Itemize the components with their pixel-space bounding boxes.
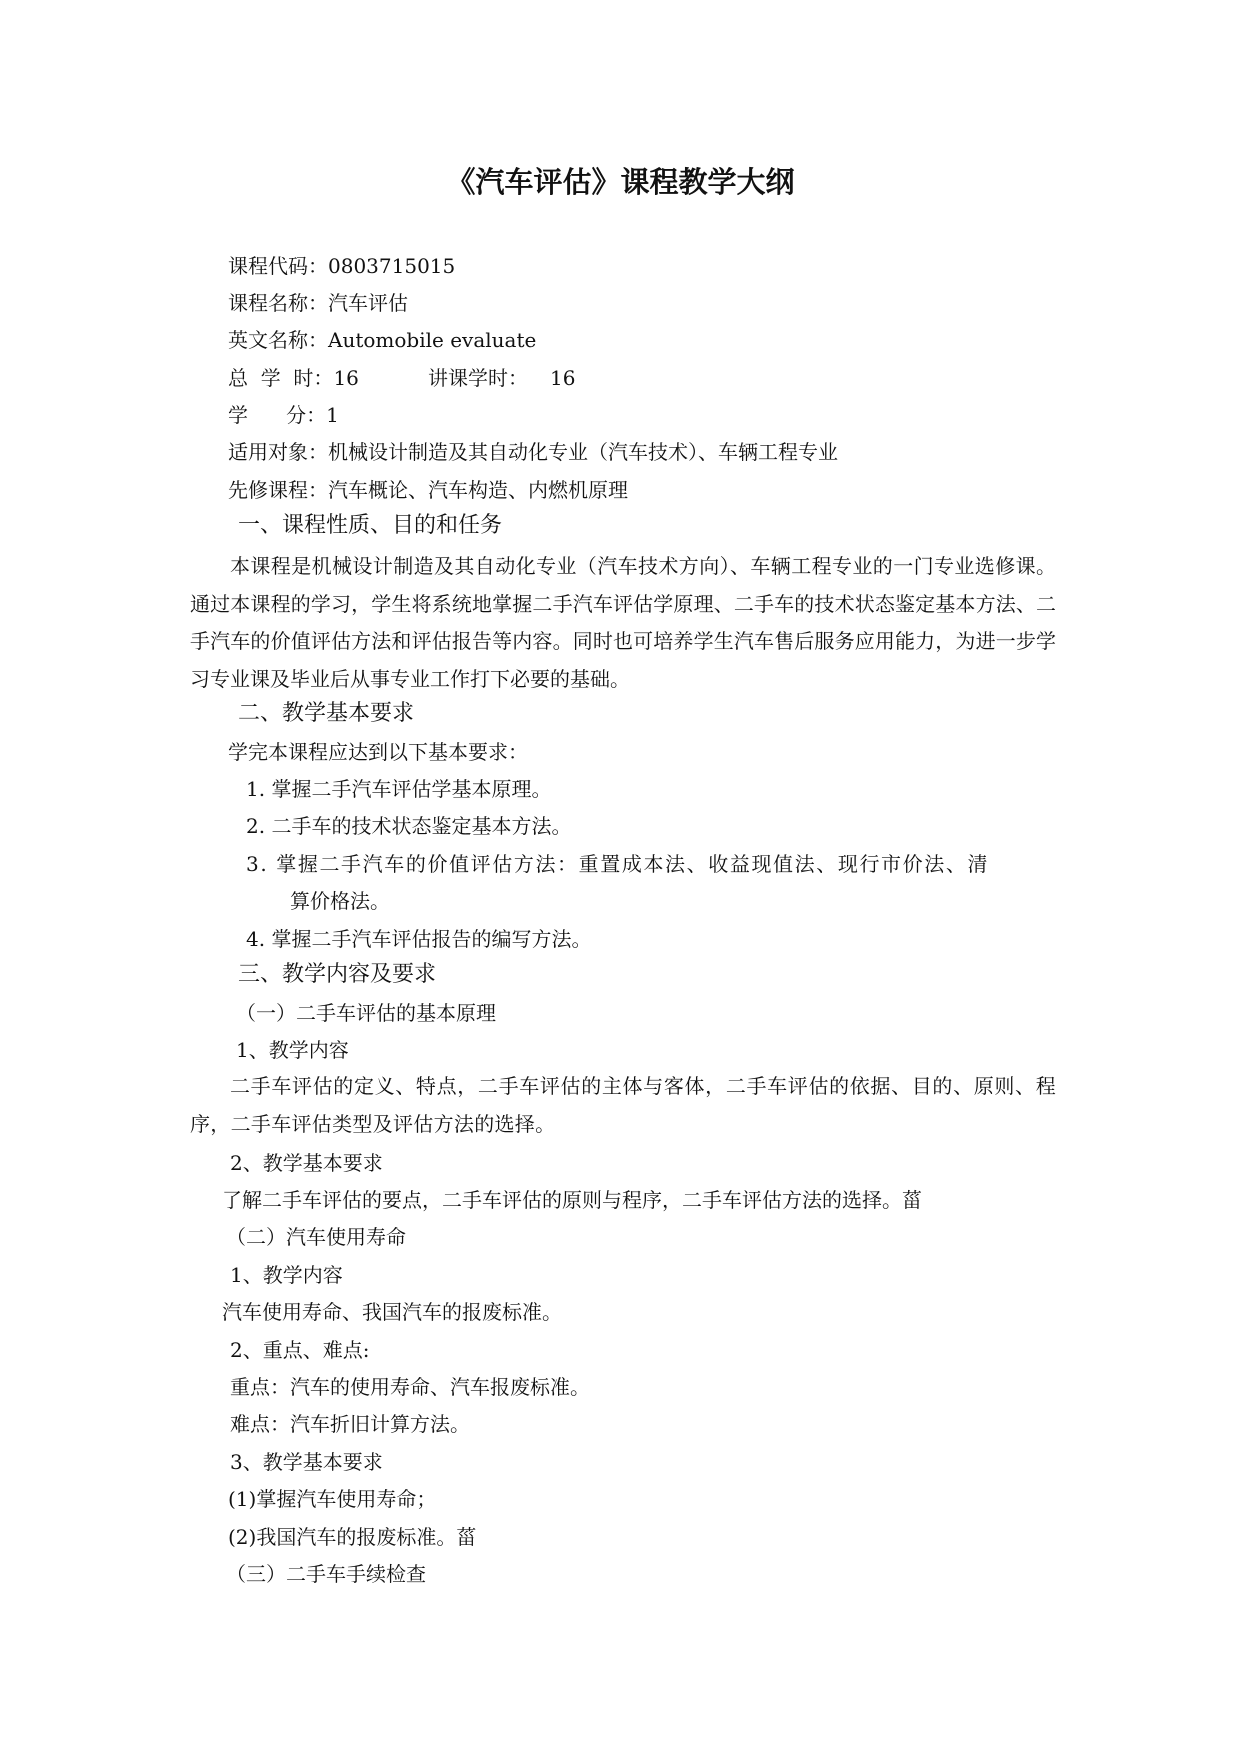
lecture-hours-value: 16 bbox=[550, 366, 576, 390]
total-hours-label: 总 学 时： bbox=[228, 366, 334, 390]
credit-line bbox=[228, 401, 339, 429]
section-1-paragraph: 本课程是机械设计制造及其自动化专业（汽车技术方向）、车辆工程专业的一门专业选修课。通过本课程的学习，学生将系统地掌握二手汽车评估学原理、二手车的技术状态鉴定基本方法、二手汽车的价值评估方法和评估报告等内容。同时也可培养学生汽车售后服务应用能力，为进一步学习专业课及毕业后从事专业工作打下必要的基础。 bbox=[190, 554, 1056, 691]
english-name-label: 英文名称： bbox=[228, 328, 328, 352]
part-2-key-label: 2、重点、难点: bbox=[230, 1338, 370, 1362]
section-2-heading: 二、教学基本要求 bbox=[238, 701, 415, 726]
requirement-item-continuation: 算价格法。 bbox=[290, 889, 390, 913]
credit-label: 学 分： bbox=[228, 403, 327, 427]
part-1-title: （一）二手车评估的基本原理 bbox=[236, 1001, 496, 1025]
course-code-value: 0803715015 bbox=[328, 254, 456, 278]
target-line bbox=[228, 438, 838, 466]
course-code-line bbox=[228, 252, 455, 280]
credit-value: 1 bbox=[326, 403, 339, 427]
course-code-label: 课程代码： bbox=[228, 254, 328, 278]
part-2-difficult-points: 难点：汽车折旧计算方法。 bbox=[230, 1412, 470, 1436]
course-name-value: 汽车评估 bbox=[328, 291, 408, 315]
lecture-hours-label: 讲课学时： bbox=[428, 366, 528, 390]
target-value: 机械设计制造及其自动化专业（汽车技术）、车辆工程专业 bbox=[328, 440, 838, 464]
prerequisite-value: 汽车概论、汽车构造、内燃机原理 bbox=[328, 478, 628, 502]
part-1-content-label: 1、教学内容 bbox=[236, 1038, 349, 1062]
course-name-label: 课程名称： bbox=[228, 291, 328, 315]
part-2-content-text: 汽车使用寿命、我国汽车的报废标准。 bbox=[222, 1300, 562, 1324]
section-3-heading: 三、教学内容及要求 bbox=[238, 962, 437, 987]
course-name-line bbox=[228, 289, 408, 317]
part-1-requirement-text: 了解二手车评估的要点，二手车评估的原则与程序，二手车评估方法的选择。菑 bbox=[222, 1188, 922, 1212]
prerequisite-label: 先修课程： bbox=[228, 478, 328, 502]
lecture-hours-line bbox=[428, 364, 575, 392]
english-name-line bbox=[228, 326, 536, 354]
part-2-content-label: 1、教学内容 bbox=[230, 1263, 343, 1287]
part-2-key-points: 重点：汽车的使用寿命、汽车报废标准。 bbox=[230, 1375, 590, 1399]
document-title: 《汽车评估》课程教学大纲 bbox=[446, 165, 795, 199]
part-2-requirement-item: (1)掌握汽车使用寿命； bbox=[228, 1487, 437, 1511]
part-1-content-paragraph: 二手车评估的定义、特点，二手车评估的主体与客体，二手车评估的依据、目的、原则、程序，二手车评估类型及评估方法的选择。 bbox=[190, 1074, 1056, 1136]
total-hours-line bbox=[228, 364, 359, 392]
part-2-requirement-label: 3、教学基本要求 bbox=[230, 1450, 383, 1474]
requirement-item: 2. 二手车的技术状态鉴定基本方法。 bbox=[246, 814, 572, 838]
requirement-item: 4. 掌握二手汽车评估报告的编写方法。 bbox=[246, 927, 592, 951]
english-name-value: Automobile evaluate bbox=[328, 328, 537, 352]
requirement-item: 1. 掌握二手汽车评估学基本原理。 bbox=[246, 777, 552, 801]
requirement-item: 3. 掌握二手汽车的价值评估方法：重置成本法、收益现值法、现行市价法、清 bbox=[246, 852, 990, 876]
total-hours-value: 16 bbox=[333, 366, 359, 390]
part-3-title: （三）二手车手续检查 bbox=[226, 1562, 426, 1586]
part-1-requirement-label: 2、教学基本要求 bbox=[230, 1151, 383, 1175]
part-2-requirement-item: (2)我国汽车的报废标准。菑 bbox=[228, 1525, 477, 1549]
section-1-heading: 一、课程性质、目的和任务 bbox=[238, 513, 503, 538]
part-2-title: （二）汽车使用寿命 bbox=[226, 1225, 406, 1249]
requirements-intro: 学完本课程应达到以下基本要求： bbox=[228, 740, 528, 764]
target-label: 适用对象： bbox=[228, 440, 328, 464]
prerequisite-line bbox=[228, 476, 628, 504]
